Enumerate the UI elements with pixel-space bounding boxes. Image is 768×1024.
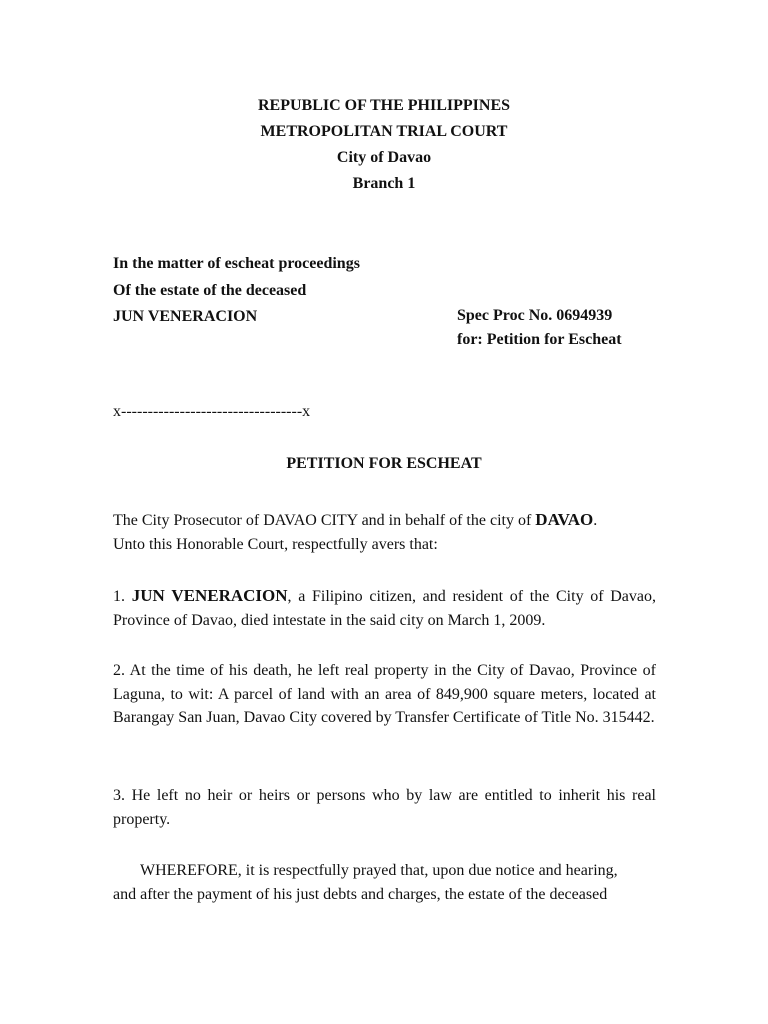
paragraph-1-name: JUN VENERACION <box>131 586 288 605</box>
paragraph-2: 2. At the time of his death, he left real property in the City of Davao, Province of Laguna, to wit: A parcel of land with an area of 849,900 square meters, located at Barangay San Juan, Davao City covered by Transfer Certificate of Title No. 315442. <box>113 662 656 726</box>
header-republic: REPUBLIC OF THE PHILIPPINES <box>257 97 511 114</box>
intro-paragraph <box>113 508 656 556</box>
document-title: PETITION FOR ESCHEAT <box>286 455 482 472</box>
wherefore-line-1: WHEREFORE, it is respectfully prayed that, upon due notice and hearing, <box>140 862 618 879</box>
court-header <box>0 93 768 197</box>
paragraph-1 <box>113 584 656 632</box>
case-nature: for: Petition for Escheat <box>457 330 622 348</box>
paragraph-3: 3. He left no heir or heirs or persons who by law are entitled to inherit his real property. <box>113 787 656 828</box>
wherefore-clause <box>113 859 656 906</box>
case-number: Spec Proc No. 0694939 <box>457 307 613 324</box>
paragraph-1-number: 1. <box>113 588 132 605</box>
caption-deceased-name: JUN VENERACION <box>113 308 258 325</box>
intro-line-2: Unto this Honorable Court, respectfully avers that: <box>113 535 438 553</box>
case-caption-left <box>113 251 360 331</box>
header-branch: Branch 1 <box>352 175 416 192</box>
caption-line-estate: Of the estate of the deceased <box>113 281 307 299</box>
paragraph-1-text: , a Filipino citizen, and resident of the City of Davao, Province of Davao, died intestate in the said city on March 1, 2009. <box>113 588 656 629</box>
intro-text: The City Prosecutor of DAVAO CITY and in behalf of the city of <box>113 512 536 529</box>
wherefore-line-2: and after the payment of his just debts and charges, the estate of the deceased <box>113 885 608 903</box>
case-caption-right <box>457 304 622 351</box>
header-court: METROPOLITAN TRIAL COURT <box>260 123 508 140</box>
header-city: City of Davao <box>336 149 432 166</box>
intro-line-1 <box>113 508 656 533</box>
intro-period: . <box>593 512 598 529</box>
caption-line-matter: In the matter of escheat proceedings <box>113 255 360 272</box>
caption-separator: x----------------------------------x <box>113 403 311 420</box>
intro-city-bold: DAVAO <box>535 510 594 529</box>
